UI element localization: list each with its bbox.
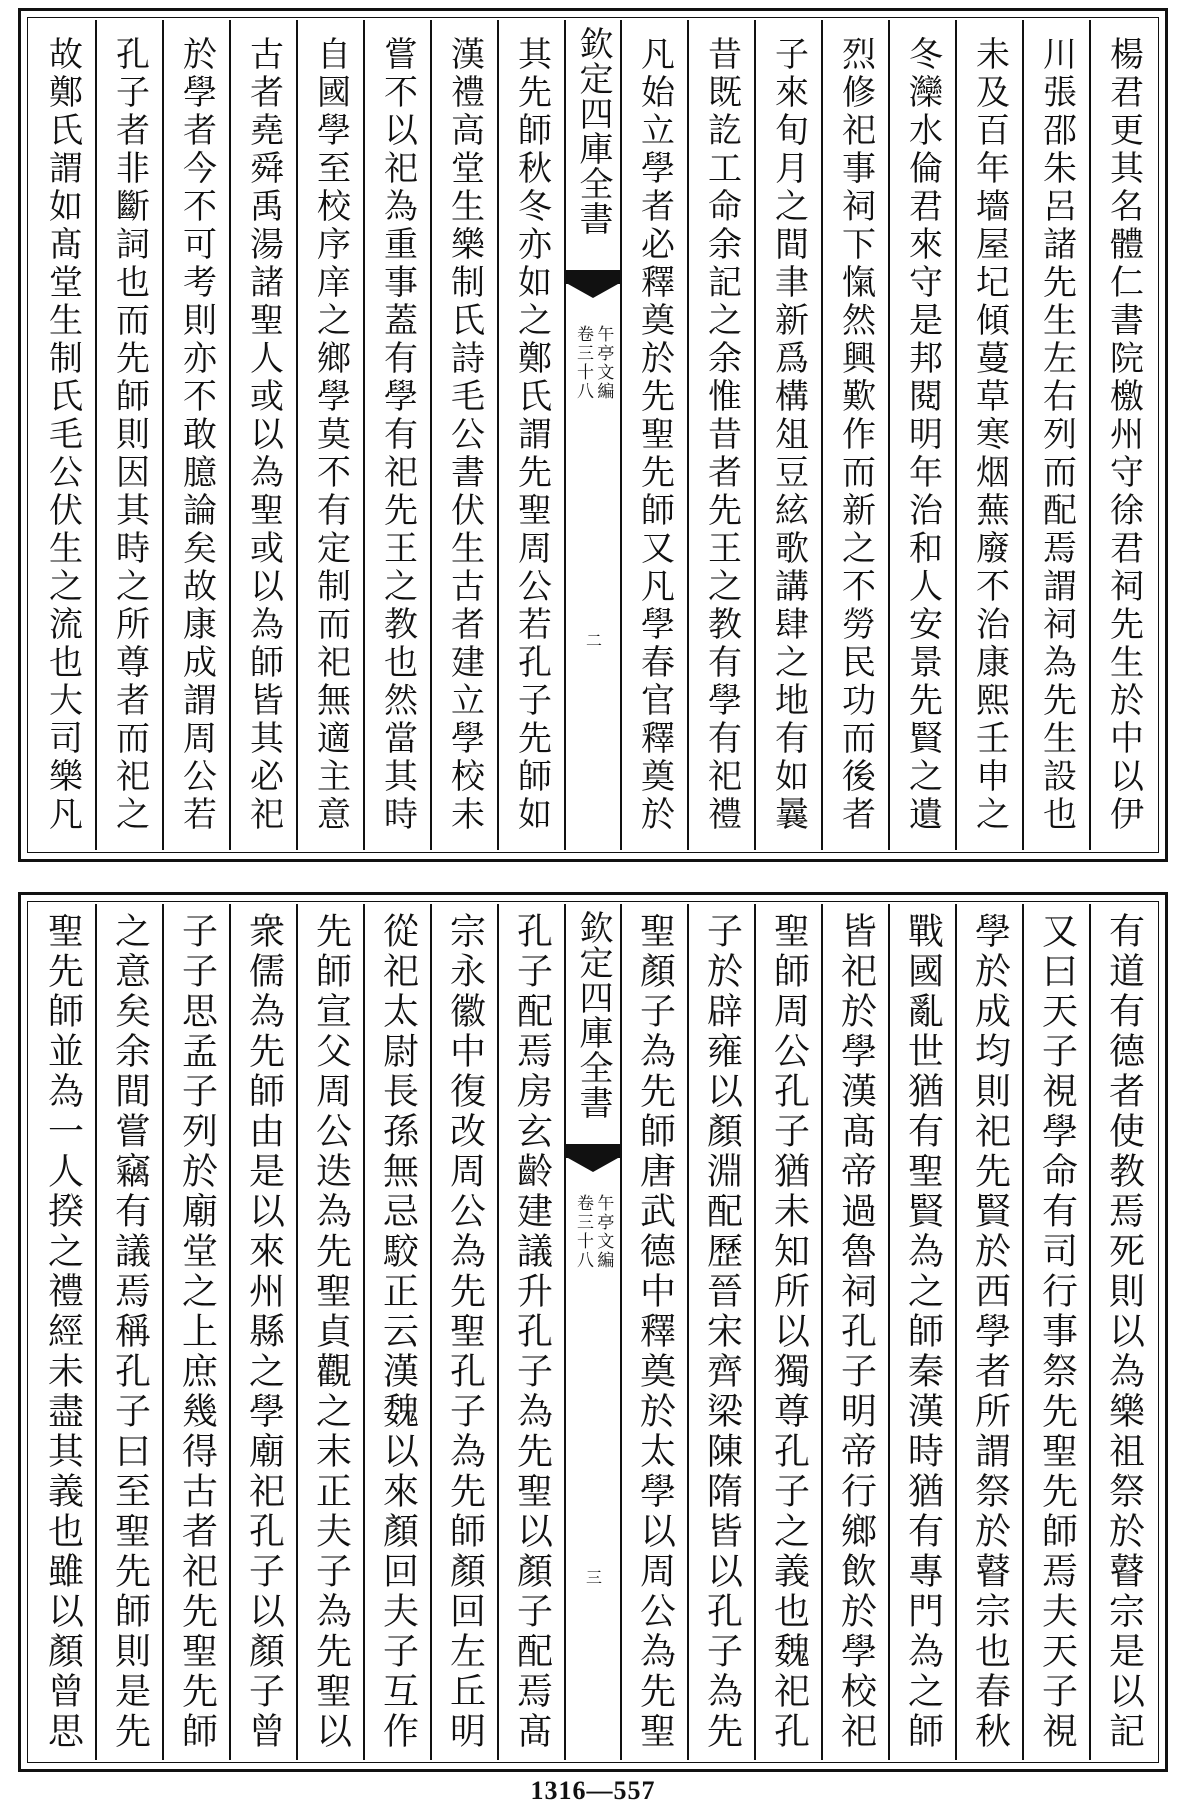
center-fold-column [564,20,620,850]
text-column: 從祀太尉長孫無忌駮正云漢魏以來顏回夫子互作 [363,904,430,1760]
text-column: 孔子者非斷詞也而先師則因其時之所尊者而祀之 [95,20,162,850]
text-column: 先師宣父周公迭為先聖貞觀之末正夫子為先聖以 [296,904,363,1760]
collection-title: 欽定四庫全書 [573,910,613,1120]
text-column: 皆祀於學漢髙帝過魯祠孔子明帝行鄉飲於學校祀 [821,904,888,1760]
fishtail-mark [566,1144,620,1172]
text-column: 聖師周公孔子猶未知所以獨尊孔子之義也魏祀孔 [754,904,821,1760]
text-column: 冬灤水倫君來守是邦閱明年治和人安景先賢之遺 [888,20,955,850]
text-columns-bottom [30,904,1156,1760]
fishtail-mark [566,270,620,298]
text-column: 之意矣余間嘗竊有議焉稱孔子曰至聖先師則是先 [95,904,162,1760]
text-column: 於學者今不可考則亦不敢臆論矣故康成謂周公若 [162,20,229,850]
page-panel-top [18,8,1168,862]
text-column: 楊君更其名體仁書院檄州守徐君祠先生於中以伊 [1089,20,1156,850]
text-column: 子於辟雍以顏淵配歷晉宋齊梁陳隋皆以孔子為先 [687,904,754,1760]
text-columns-top [30,20,1156,850]
book-title-label: 午亭文編 卷三十八 [573,325,614,401]
page-number: 二 [583,632,603,648]
page-footer-number: 1316—557 [530,1776,656,1805]
text-column: 嘗不以祀為重事蓋有學有祀先王之教也然當其時 [363,20,430,850]
text-column: 有道有德者使教焉死則以為樂祖祭於瞽宗是以記 [1089,904,1156,1760]
text-column: 川張邵朱呂諸先生左右列而配焉謂祠為先生設也 [1022,20,1089,850]
text-column: 又曰天子視學命有司行事祭先聖先師焉夫天子視 [1022,904,1089,1760]
center-fold-column [564,904,620,1760]
text-column: 自國學至校序庠之鄉學莫不有定制而祀無適主意 [296,20,363,850]
book-title-label: 午亭文編 卷三十八 [573,1194,614,1270]
text-column: 漢禮高堂生樂制氏詩毛公書伏生古者建立學校未 [430,20,497,850]
text-column: 戰國亂世猶有聖賢為之師秦漢時猶有專門為之師 [888,904,955,1760]
text-column: 故鄭氏謂如髙堂生制氏毛公伏生之流也大司樂凡 [42,36,83,834]
text-column: 子來旬月之間聿新爲構俎豆絃歌講肆之地有如曩 [754,20,821,850]
text-column: 學於成均則祀先賢於西學者所謂祭於瞽宗也春秋 [955,904,1022,1760]
text-column: 孔子配焉房玄齡建議升孔子為先聖以顏子配焉髙 [497,904,564,1760]
collection-title: 欽定四庫全書 [573,26,613,236]
text-column: 烈修祀事祠下愾然興歎作而新之不勞民功而後者 [821,20,888,850]
text-column: 古者堯舜禹湯諸聖人或以為聖或以為師皆其必祀 [229,20,296,850]
text-column: 宗永徽中復改周公為先聖孔子為先師顏回左丘明 [430,904,497,1760]
text-column: 未及百年墻屋圮傾蔓草寒烟蕪廢不治康熙壬申之 [955,20,1022,850]
text-column: 衆儒為先師由是以來州縣之學廟祀孔子以顏子曾 [229,904,296,1760]
text-column: 昔既訖工命余記之余惟昔者先王之教有學有祀禮 [687,20,754,850]
page-number: 三 [583,1569,603,1585]
text-column: 聖顏子為先師唐武德中釋奠於太學以周公為先聖 [620,904,687,1760]
text-column: 子子思孟子列於廟堂之上庶幾得古者祀先聖先師 [162,904,229,1760]
text-column: 聖先師並為一人揆之禮經未盡其義也雖以顏曾思 [42,912,84,1752]
text-column: 其先師秋冬亦如之鄭氏謂先聖周公若孔子先師如 [497,20,564,850]
text-column: 凡始立學者必釋奠於先聖先師又凡學春官釋奠於 [620,20,687,850]
page-panel-bottom [18,892,1168,1772]
